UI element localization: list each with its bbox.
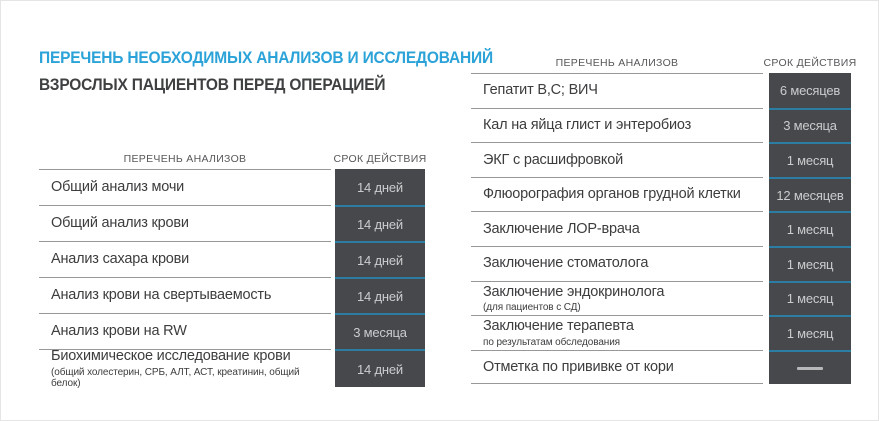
validity-badge: 1 месяц bbox=[769, 246, 851, 281]
test-name: Кал на яйца глист и энтеробиоз bbox=[483, 117, 692, 134]
tests-table-right bbox=[471, 55, 857, 384]
page-title: ПЕРЕЧЕНЬ НЕОБХОДИМЫХ АНАЛИЗОВ И ИССЛЕДОВАНИЙ bbox=[39, 49, 493, 67]
column-header-tests: ПЕРЕЧЕНЬ АНАЛИЗОВ bbox=[555, 57, 679, 69]
test-row-cell bbox=[471, 211, 763, 246]
test-name: Отметка по прививке от кори bbox=[483, 358, 674, 375]
test-row-cell bbox=[39, 169, 331, 205]
test-name: Гепатит В,С; ВИЧ bbox=[483, 82, 598, 99]
test-row-cell bbox=[471, 73, 763, 108]
test-row-cell bbox=[39, 241, 331, 277]
test-name: Анализ крови на RW bbox=[51, 323, 187, 340]
test-note: по результатам обследования bbox=[483, 336, 621, 348]
tests-table-left bbox=[39, 151, 425, 387]
test-row-cell bbox=[39, 349, 331, 387]
validity-badge: 3 месяца bbox=[769, 108, 851, 143]
validity-badge: 14 дней bbox=[335, 349, 425, 387]
validity-badge: 14 дней bbox=[335, 241, 425, 277]
test-row-cell bbox=[39, 205, 331, 241]
column-header-validity: СРОК ДЕЙСТВИЯ bbox=[763, 57, 857, 69]
validity-badge: 14 дней bbox=[335, 205, 425, 241]
test-row-cell bbox=[39, 313, 331, 349]
validity-badge bbox=[769, 350, 851, 385]
test-name: Анализ сахара крови bbox=[51, 251, 190, 268]
validity-badge: 1 месяц bbox=[769, 281, 851, 316]
test-name: Заключение ЛОР-врача bbox=[483, 220, 640, 237]
test-row-cell bbox=[471, 108, 763, 143]
test-name: Общий анализ крови bbox=[51, 215, 189, 232]
test-name: Биохимическое исследование крови bbox=[51, 348, 291, 365]
test-row-cell bbox=[471, 315, 763, 350]
validity-badge: 6 месяцев bbox=[769, 73, 851, 108]
test-row-cell bbox=[471, 177, 763, 212]
test-name: Заключение стоматолога bbox=[483, 255, 649, 272]
test-name: Общий анализ мочи bbox=[51, 179, 185, 196]
validity-badge: 1 месяц bbox=[769, 211, 851, 246]
test-name: ЭКГ с расшифровкой bbox=[483, 151, 623, 168]
validity-badge: 1 месяц bbox=[769, 315, 851, 350]
dash-placeholder bbox=[797, 367, 823, 370]
test-note: (общий холестерин, СРБ, АЛТ, АСТ, креатинин, общий белок) bbox=[51, 366, 300, 389]
test-name: Флюорография органов грудной клетки bbox=[483, 186, 741, 203]
column-header-validity: СРОК ДЕЙСТВИЯ bbox=[333, 153, 427, 165]
test-row-cell bbox=[471, 281, 763, 316]
test-row-cell bbox=[39, 277, 331, 313]
test-name: Заключение эндокринолога bbox=[483, 283, 665, 300]
page-header bbox=[39, 45, 493, 99]
validity-badge: 3 месяца bbox=[335, 313, 425, 349]
test-name: Заключение терапевта bbox=[483, 318, 634, 335]
test-row-cell bbox=[471, 246, 763, 281]
validity-badge: 14 дней bbox=[335, 169, 425, 205]
validity-badge: 14 дней bbox=[335, 277, 425, 313]
test-row-cell bbox=[471, 142, 763, 177]
test-note: (для пациентов с СД) bbox=[483, 302, 581, 314]
validity-badge: 1 месяц bbox=[769, 142, 851, 177]
test-row-cell bbox=[471, 350, 763, 385]
page-subtitle: ВЗРОСЛЫХ ПАЦИЕНТОВ ПЕРЕД ОПЕРАЦИЕЙ bbox=[39, 76, 386, 95]
validity-badge: 12 месяцев bbox=[769, 177, 851, 212]
column-header-tests: ПЕРЕЧЕНЬ АНАЛИЗОВ bbox=[123, 153, 247, 165]
test-name: Анализ крови на свертываемость bbox=[51, 287, 272, 304]
